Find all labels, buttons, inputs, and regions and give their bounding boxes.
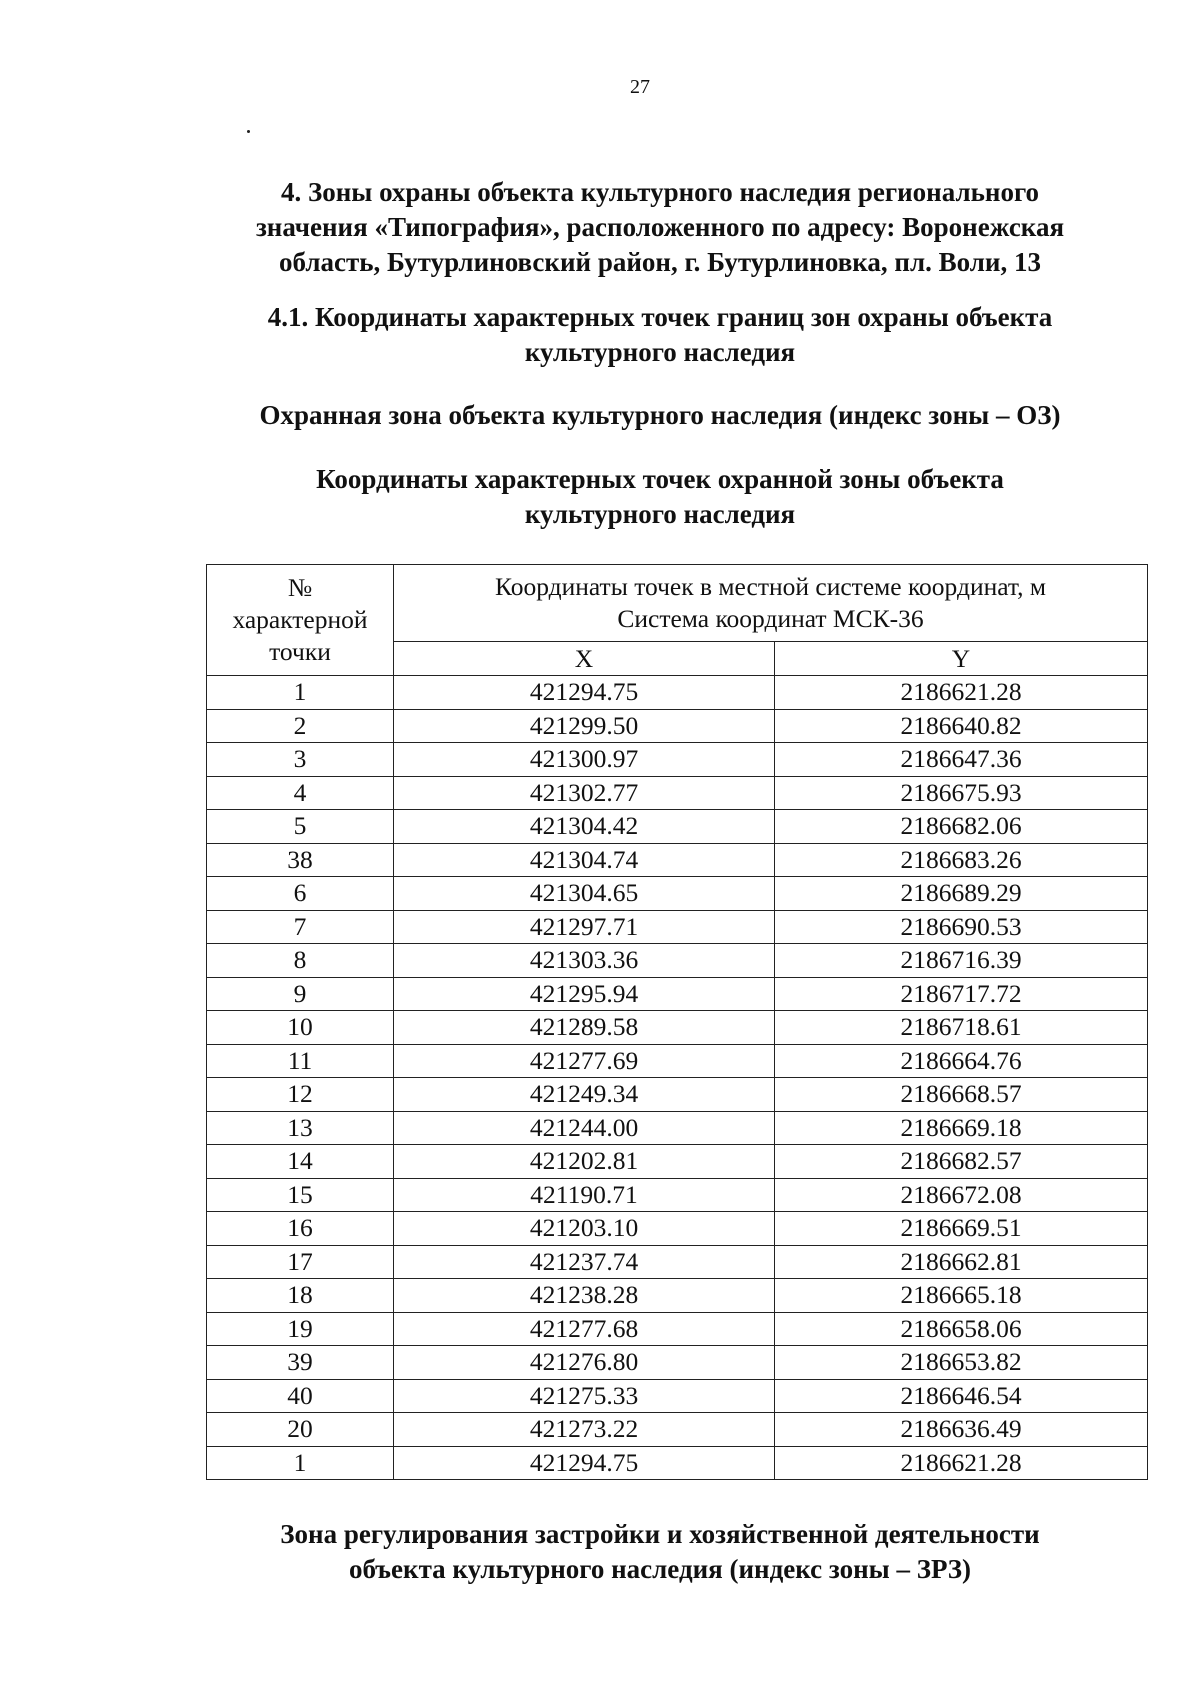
table-row xyxy=(207,1044,1148,1078)
point-number-header xyxy=(207,565,394,676)
table-row xyxy=(207,977,1148,1011)
point-number-cell: 1 xyxy=(207,1446,394,1480)
table-row xyxy=(207,1078,1148,1112)
x-coordinate-cell: 421300.97 xyxy=(394,743,775,777)
y-coordinate-cell: 2186636.49 xyxy=(775,1413,1148,1447)
point-number-cell: 14 xyxy=(207,1145,394,1179)
x-coordinate-cell: 421295.94 xyxy=(394,977,775,1011)
table-row xyxy=(207,1279,1148,1313)
coordinate-system-header xyxy=(394,565,1148,642)
y-coordinate-cell: 2186718.61 xyxy=(775,1011,1148,1045)
header-line: № xyxy=(287,573,313,602)
table-row xyxy=(207,743,1148,777)
y-coordinate-cell: 2186672.08 xyxy=(775,1178,1148,1212)
y-coordinate-cell: 2186689.29 xyxy=(775,877,1148,911)
y-coordinate-cell: 2186653.82 xyxy=(775,1346,1148,1380)
point-number-cell: 13 xyxy=(207,1111,394,1145)
y-coordinate-cell: 2186716.39 xyxy=(775,944,1148,978)
table-row xyxy=(207,1111,1148,1145)
x-coordinate-cell: 421297.71 xyxy=(394,910,775,944)
table-row xyxy=(207,1245,1148,1279)
x-column-header: X xyxy=(394,642,775,676)
x-coordinate-cell: 421304.74 xyxy=(394,843,775,877)
section-heading xyxy=(200,175,1120,280)
coordinates-table xyxy=(206,564,1148,1480)
y-coordinate-cell: 2186717.72 xyxy=(775,977,1148,1011)
coordinates-table-body xyxy=(207,676,1148,1480)
point-number-cell: 39 xyxy=(207,1346,394,1380)
section-heading-line: область, Бутурлиновский район, г. Бутурлиновка, пл. Воли, 13 xyxy=(279,247,1041,277)
point-number-cell: 16 xyxy=(207,1212,394,1246)
y-coordinate-cell: 2186662.81 xyxy=(775,1245,1148,1279)
x-coordinate-cell: 421190.71 xyxy=(394,1178,775,1212)
x-coordinate-cell: 421244.00 xyxy=(394,1111,775,1145)
scan-speck xyxy=(247,130,250,133)
header-line: точки xyxy=(269,637,331,666)
regulation-zone-heading xyxy=(200,1517,1120,1587)
zone-heading xyxy=(200,398,1120,433)
point-number-cell: 10 xyxy=(207,1011,394,1045)
section-heading-line: 4. Зоны охраны объекта культурного наследия регионального xyxy=(280,177,1040,207)
x-coordinate-cell: 421249.34 xyxy=(394,1078,775,1112)
y-coordinate-cell: 2186669.51 xyxy=(775,1212,1148,1246)
y-coordinate-cell: 2186640.82 xyxy=(775,709,1148,743)
point-number-cell: 38 xyxy=(207,843,394,877)
table-row xyxy=(207,676,1148,710)
table-row xyxy=(207,1212,1148,1246)
table-row xyxy=(207,1446,1148,1480)
x-coordinate-cell: 421273.22 xyxy=(394,1413,775,1447)
x-coordinate-cell: 421294.75 xyxy=(394,676,775,710)
x-coordinate-cell: 421276.80 xyxy=(394,1346,775,1380)
y-coordinate-cell: 2186658.06 xyxy=(775,1312,1148,1346)
point-number-cell: 2 xyxy=(207,709,394,743)
y-coordinate-cell: 2186665.18 xyxy=(775,1279,1148,1313)
table-row xyxy=(207,944,1148,978)
x-coordinate-cell: 421302.77 xyxy=(394,776,775,810)
page-number: 27 xyxy=(630,76,650,98)
point-number-cell: 7 xyxy=(207,910,394,944)
y-column-header: Y xyxy=(775,642,1148,676)
point-number-cell: 19 xyxy=(207,1312,394,1346)
table-row xyxy=(207,709,1148,743)
subsection-heading xyxy=(200,300,1120,370)
coordinates-heading xyxy=(200,462,1120,532)
x-coordinate-cell: 421304.42 xyxy=(394,810,775,844)
table-header-row xyxy=(207,565,1148,642)
point-number-cell: 8 xyxy=(207,944,394,978)
header-line: Система координат МСК-36 xyxy=(617,604,924,633)
table-row xyxy=(207,776,1148,810)
point-number-cell: 20 xyxy=(207,1413,394,1447)
y-coordinate-cell: 2186646.54 xyxy=(775,1379,1148,1413)
subsection-heading-line: культурного наследия xyxy=(524,337,796,367)
y-coordinate-cell: 2186682.57 xyxy=(775,1145,1148,1179)
x-coordinate-cell: 421304.65 xyxy=(394,877,775,911)
table-row xyxy=(207,1312,1148,1346)
regulation-zone-heading-line: объекта культурного наследия (индекс зоны – ЗРЗ) xyxy=(348,1554,972,1584)
point-number-cell: 40 xyxy=(207,1379,394,1413)
x-coordinate-cell: 421237.74 xyxy=(394,1245,775,1279)
y-coordinate-cell: 2186683.26 xyxy=(775,843,1148,877)
table-row xyxy=(207,877,1148,911)
table-row xyxy=(207,843,1148,877)
y-coordinate-cell: 2186647.36 xyxy=(775,743,1148,777)
x-coordinate-cell: 421303.36 xyxy=(394,944,775,978)
point-number-cell: 18 xyxy=(207,1279,394,1313)
x-coordinate-cell: 421299.50 xyxy=(394,709,775,743)
coordinates-heading-line: культурного наследия xyxy=(524,499,796,529)
point-number-cell: 15 xyxy=(207,1178,394,1212)
y-coordinate-cell: 2186664.76 xyxy=(775,1044,1148,1078)
y-coordinate-cell: 2186690.53 xyxy=(775,910,1148,944)
point-number-cell: 4 xyxy=(207,776,394,810)
coordinates-heading-line: Координаты характерных точек охранной зоны объекта xyxy=(316,464,1004,494)
y-coordinate-cell: 2186621.28 xyxy=(775,1446,1148,1480)
x-coordinate-cell: 421275.33 xyxy=(394,1379,775,1413)
y-coordinate-cell: 2186621.28 xyxy=(775,676,1148,710)
x-coordinate-cell: 421277.68 xyxy=(394,1312,775,1346)
y-coordinate-cell: 2186668.57 xyxy=(775,1078,1148,1112)
header-line: Координаты точек в местной системе координат, м xyxy=(494,572,1047,601)
point-number-cell: 3 xyxy=(207,743,394,777)
table-row xyxy=(207,910,1148,944)
x-coordinate-cell: 421203.10 xyxy=(394,1212,775,1246)
subsection-heading-line: 4.1. Координаты характерных точек границ зон охраны объекта xyxy=(267,302,1053,332)
point-number-cell: 17 xyxy=(207,1245,394,1279)
point-number-cell: 11 xyxy=(207,1044,394,1078)
zone-heading-line: Охранная зона объекта культурного наследия (индекс зоны – ОЗ) xyxy=(259,400,1061,430)
table-row xyxy=(207,1011,1148,1045)
y-coordinate-cell: 2186675.93 xyxy=(775,776,1148,810)
y-coordinate-cell: 2186682.06 xyxy=(775,810,1148,844)
table-row xyxy=(207,1413,1148,1447)
regulation-zone-heading-line: Зона регулирования застройки и хозяйственной деятельности xyxy=(280,1519,1040,1549)
x-coordinate-cell: 421277.69 xyxy=(394,1044,775,1078)
header-line: характерной xyxy=(232,605,368,634)
point-number-cell: 12 xyxy=(207,1078,394,1112)
x-coordinate-cell: 421294.75 xyxy=(394,1446,775,1480)
table-row xyxy=(207,1145,1148,1179)
section-heading-line: значения «Типография», расположенного по адресу: Воронежская xyxy=(255,212,1065,242)
table-row xyxy=(207,1379,1148,1413)
x-coordinate-cell: 421289.58 xyxy=(394,1011,775,1045)
table-row xyxy=(207,810,1148,844)
point-number-cell: 1 xyxy=(207,676,394,710)
x-coordinate-cell: 421238.28 xyxy=(394,1279,775,1313)
table-row xyxy=(207,1178,1148,1212)
table-row xyxy=(207,1346,1148,1380)
point-number-cell: 9 xyxy=(207,977,394,1011)
point-number-cell: 6 xyxy=(207,877,394,911)
x-coordinate-cell: 421202.81 xyxy=(394,1145,775,1179)
y-coordinate-cell: 2186669.18 xyxy=(775,1111,1148,1145)
point-number-cell: 5 xyxy=(207,810,394,844)
